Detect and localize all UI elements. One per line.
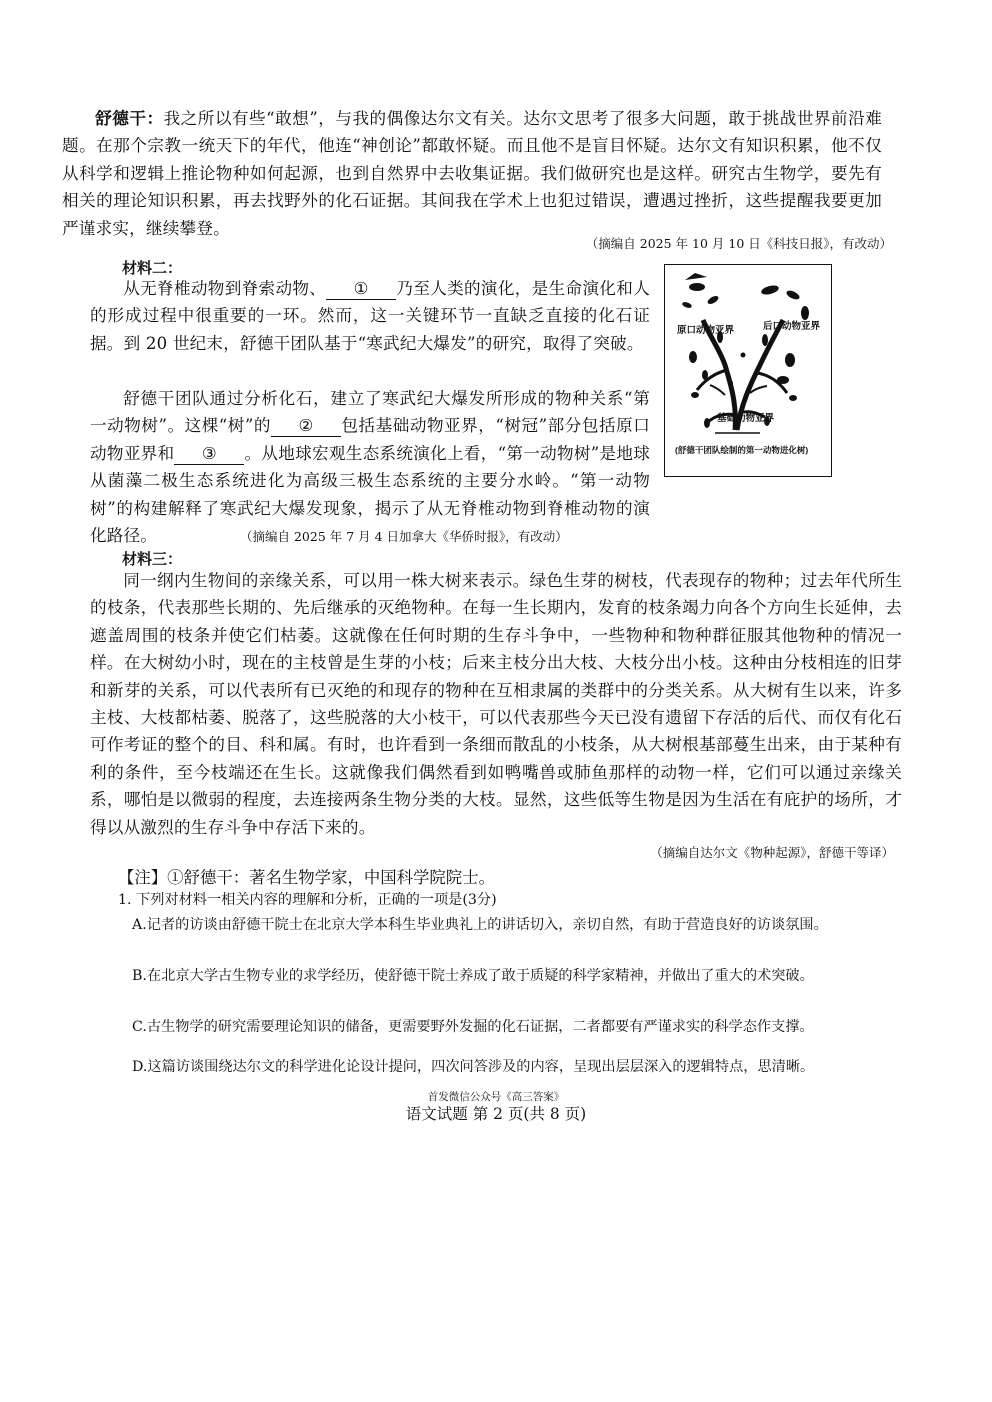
material-three-title: 材料三： (122, 550, 183, 568)
question-1-stem: 1. 下列对材料一相关内容的理解和分析，正确的一项是(3分) (118, 892, 497, 908)
option-b (132, 964, 898, 990)
m2p2-text-c: 。从地球宏观生态系统演化上看，“第一动物树”是地球从菌藻二极生态系统进化为高级三极生态系统的主要分水岭。“第一动物树”的构建解释了寒武纪大爆发现象，揭示了从无脊椎动物到脊椎动物的演化路径。 (90, 443, 651, 546)
speaker-label: 舒德干： (95, 108, 164, 128)
source-citation-3: （摘编自达尔文《物种起源》，舒德干等译） (650, 845, 894, 860)
blank-3: ③ (174, 444, 244, 465)
option-d (132, 1055, 898, 1081)
figure-caption: (舒德干团队绘制的第一动物进化树) (675, 445, 809, 455)
option-a-text: 记者的访谈由舒德干院士在北京大学本科生毕业典礼上的讲话切入，亲切自然，有助于营造良好的访谈氛围。 (146, 917, 828, 933)
blank-2: ② (271, 416, 341, 437)
m2p2-text-a: 舒德干团队通过分析化石，建立了寒武纪大爆发所形成的物种关系“第一动物树”。这棵“树”的 (90, 389, 650, 436)
material-one-text: 我之所以有些“敢想”，与我的偶像达尔文有关。达尔文思考了很多大问题，敢于挑战世界前沿难题。在那个宗教一统天下的年代，他连“神创论”都敢怀疑。而且他不是盲目怀疑。达尔文有知识积累，他不仅从科学和逻辑上推论物种如何起源，也到自然界中去收集证据。我们做研究也是这样。研究古生物学，要先有相关的理论知识积累，再去找野外的化石证据。其间我在学术上也犯过错误，遭遇过挫折，这些提醒我要更加严谨求实，继续攀登。 (62, 109, 882, 238)
wechat-source-note: 首发微信公众号《高三答案》 (427, 1091, 565, 1103)
m2p1-text-a: 从无脊椎动物到脊索动物、 (123, 279, 327, 298)
material-two-title: 材料二： (122, 259, 183, 277)
source-citation-2: （摘编自 2025 年 7 月 4 日加拿大《华侨时报》，有改动） (240, 529, 568, 544)
option-b-letter: B. (132, 968, 147, 984)
footnote: 【注】①舒德干：著名生物学家，中国科学院院士。 (118, 868, 495, 887)
source-citation-1: （摘编自 2025 年 10 月 10 日《科技日报》，有改动） (585, 236, 892, 251)
evolution-tree-figure (664, 264, 832, 477)
label-deuterostomia: 后口动物亚界 (763, 321, 821, 332)
material-two-paragraph-1 (90, 275, 650, 357)
option-a (132, 913, 898, 939)
option-c-letter: C. (132, 1019, 147, 1035)
m2p2-text-b: 包括基础动物亚界，“树冠”部分包括原口动物亚界和 (90, 416, 650, 463)
option-c (132, 1015, 898, 1041)
option-d-text: 这篇访谈围绕达尔文的科学进化论设计提问，四次问答涉及的内容，呈现出层层深入的逻辑特点，思清晰。 (147, 1059, 815, 1075)
label-protostomia: 原口动物亚界 (677, 325, 735, 336)
m2p1-text-b: 乃至人类的演化，是生命演化和人的形成过程中很重要的一环。然而，这一关键环节一直缺乏直接的化石证据。到 20 世纪末，舒德干团队基于“寒武纪大爆发”的研究，取得了突破。 (90, 279, 650, 353)
blank-1: ① (326, 279, 396, 300)
label-basal-animals: 基础动物亚界 (717, 413, 775, 424)
option-d-letter: D. (132, 1059, 148, 1075)
page-footer: 语文试题 第 2 页(共 8 页) (405, 1105, 587, 1123)
material-three-paragraph: 同一纲内生物间的亲缘关系，可以用一株大树来表示。绿色生芽的树枝，代表现存的物种；过去年代所生的枝条，代表那些长期的、先后继承的灭绝物种。在每一生长期内，发育的枝条竭力向各个方向生长延伸，去遮盖周围的枝条并使它们枯萎。这就像在任何时期的生存斗争中，一些物种和物种群征服其他物种的情况一样。在大树幼小时，现在的主枝曾是生芽的小枝；后来主枝分出大枝、大枝分出小枝。这种由分枝相连的旧芽和新芽的关系，可以代表所有已灭绝的和现存的物种在互相隶属的类群中的分类关系。从大树有生以来，许多主枝、大枝都枯萎、脱落了，这些脱落的大小枝干，可以代表那些今天已没有遗留下存活的后代、而仅有化石可作考证的整个的目、科和属。有时，也许看到一条细而散乱的小枝条，从大树根基部蔓生出来，由于某种有利的条件，至今枝端还在生长。这就像我们偶然看到如鸭嘴兽或肺鱼那样的动物一样，它们可以通过亲缘关系，哪怕是以微弱的程度，去连接两条生物分类的大枝。显然，这些低等生物是因为生活在有庇护的场所，才得以从激烈的生存斗争中存活下来的。 (90, 571, 902, 837)
option-b-text: 在北京大学古生物专业的求学经历，使舒德干院士养成了敢于质疑的科学家精神，并做出了重大的术突破。 (146, 968, 814, 984)
material-two-paragraph-2 (90, 385, 650, 549)
option-a-letter: A. (132, 917, 147, 933)
option-c-text: 古生物学的研究需要理论知识的储备，更需要野外发掘的化石证据，二者都要有严谨求实的科学态作支撑。 (146, 1019, 814, 1035)
material-one-paragraph (62, 105, 882, 242)
